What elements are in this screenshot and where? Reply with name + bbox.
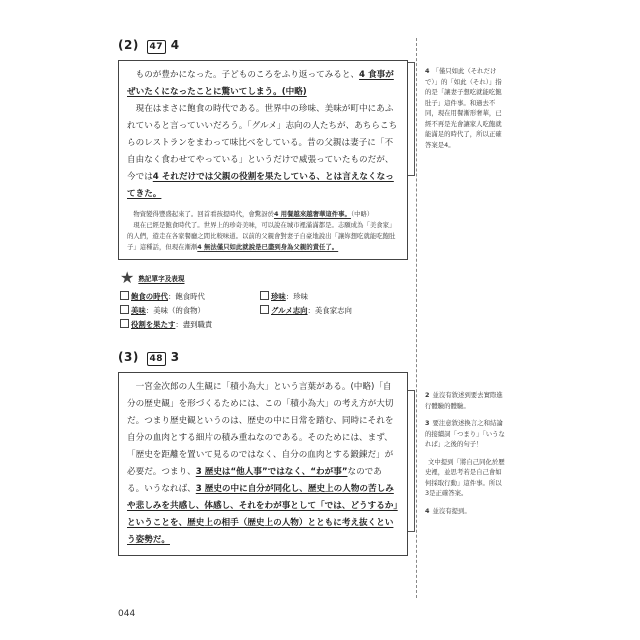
question-label: (2) xyxy=(118,38,139,52)
side-note-number: 4 xyxy=(425,506,430,515)
checkbox-icon xyxy=(120,305,129,314)
side-note-47 xyxy=(425,66,505,150)
question-number-badge: 47 xyxy=(147,40,167,54)
checkbox-icon xyxy=(260,305,269,314)
bracket-line xyxy=(408,62,415,176)
side-note-number: 2 xyxy=(425,391,430,399)
side-note-text: 要注意敘述換言之和結論的接續詞「つまり」「いうなれば」之後的句子！ xyxy=(425,419,505,448)
passage-box-48 xyxy=(118,372,408,556)
vocab-meaning: ：美味（的食物） xyxy=(145,306,205,315)
answer-highlight: 3 歴史の中に自分が同化し、歴史上の人物の苦しみや悲しみを共感し、体感し、それをわが事として「では、どうするか」ということを、歴史上の相手（歴史上の人物）とともに考え抜くという姿勢だ。 xyxy=(127,484,398,545)
question-number-badge: 48 xyxy=(147,352,167,366)
side-note-48 xyxy=(425,390,505,516)
answer-highlight: 4 用餐越來越奢華這件事。 xyxy=(273,210,351,218)
jp-text: 一宮金次郎の人生観に「積小為大」という言葉がある。(中略)「自分の歴史観」を形づくるためには、この「積小為大」の考え方が大切だ。つまり歴史観というのは、歴史の中に日常を踏む、同時にそれを自分の血肉とする細片の積み重ねなのである。そのためには、まず、「歴史を距離を置いて見るのではなく、自分の血肉とする鍛錬だ」が必要だ。つまり、 xyxy=(127,382,394,477)
answer-highlight: 3 歴史は“他人事”ではなく、“わが事” xyxy=(195,467,348,477)
main-content xyxy=(118,38,408,556)
jp-text: 現在はまさに飽食の時代である。世界中の珍味、美味が町中にあふれていると言っていいだろう。「グルメ」志向の人たちが、あちらこちらのレストランをまわって味比べをしている。昔の父親は妻子に「不自由なく食わせてやっている」というだけで威張っていたものだが、今では xyxy=(127,104,398,182)
answer-highlight: 4 食事がぜいたくになったことに驚いてしまう。(中略) xyxy=(127,70,394,97)
vocab-item xyxy=(120,304,260,318)
question-header-48 xyxy=(118,350,408,366)
tw-paragraph-1 xyxy=(127,209,399,220)
vocab-word: 飽食の時代 xyxy=(131,292,168,301)
vocab-word: 珍味 xyxy=(271,292,286,301)
answer-number: 3 xyxy=(170,350,180,364)
vocab-item xyxy=(120,290,260,304)
side-note-item xyxy=(425,390,505,411)
side-note-item xyxy=(425,418,505,450)
jp-text: なのである。いうなれば、 xyxy=(127,467,382,494)
side-note-number: 4 xyxy=(425,67,430,75)
answer-highlight: 4 それだけでは父親の役割を果たしている、とは言えなくなってきた。 xyxy=(127,172,394,199)
side-note-text: 並沒有敘述到要去實際進行體驗的體驗。 xyxy=(425,391,503,410)
jp-text: ものが豊かになった。子どものころをふり返ってみると、 xyxy=(135,70,360,80)
vocab-header xyxy=(120,270,408,286)
vocab-title: 熟記單字及表現 xyxy=(138,275,185,283)
side-note-number: 3 xyxy=(425,419,430,427)
vocab-item xyxy=(260,304,400,318)
vocab-word: グルメ志向 xyxy=(271,306,308,315)
tw-text: 現在已經是飽食時代了。世界上的珍奇美味，可以說在城市裡滿滿都是。志願成為「美食家」的人們，遊走在各家餐廳之間比較味道。以前的父親會對妻子自豪地說出「讓妳想吃就能吃飽肚子」這種話，但現在漸漸 xyxy=(127,221,396,251)
vocab-item xyxy=(120,318,260,332)
tw-text: （中略） xyxy=(350,210,374,218)
question-label: (3) xyxy=(118,350,139,364)
vocab-item xyxy=(260,290,400,304)
side-note-text: 「僅只如此（それだけで）」的「如此（それ）」指的是「讓妻子想吃就能吃飽肚子」這件事。和過去不同，現在用餐漸形奢華，已經不再是光會讓家人吃飽就能滿足的時代了，所以正確答案是4。 xyxy=(425,67,502,149)
tw-paragraph-2 xyxy=(127,220,399,253)
checkbox-icon xyxy=(120,319,129,328)
vocab-word: 美味 xyxy=(131,306,146,315)
passage-box-47 xyxy=(118,60,408,260)
jp-paragraph-2 xyxy=(127,101,399,203)
tw-text: 物資變得豐盛起來了。回首看孩提時代，會驚訝於 xyxy=(133,210,274,218)
question-header-47 xyxy=(118,38,408,54)
vocab-word: 役割を果たす xyxy=(131,320,176,329)
side-note-item xyxy=(425,506,505,517)
vocab-meaning: ：盡到職責 xyxy=(175,320,213,329)
page-number: 044 xyxy=(118,609,136,619)
checkbox-icon xyxy=(260,291,269,300)
vocab-meaning: ：珍味 xyxy=(285,292,308,301)
bracket-line xyxy=(408,390,415,532)
side-note-item xyxy=(425,457,505,499)
side-note-text: 文中提到「將自己同化於歷史裡，並思考若是自己會如何採取行動」這件事。所以3是正確答案。 xyxy=(425,457,505,497)
column-divider xyxy=(416,38,417,598)
answer-highlight: 4 無法僅只如此就說是已盡到身為父親的責任了。 xyxy=(197,243,339,251)
checkbox-icon xyxy=(120,291,129,300)
jp-paragraph-1 xyxy=(127,67,399,101)
star-icon: ★ xyxy=(120,268,135,287)
vocab-meaning: ：飽食時代 xyxy=(167,292,205,301)
vocab-meaning: ：美食家志向 xyxy=(307,306,352,315)
side-note-text: 並沒有提到。 xyxy=(432,506,471,515)
vocab-list xyxy=(120,290,408,332)
jp-paragraph-3 xyxy=(127,379,399,549)
answer-number: 4 xyxy=(170,38,180,52)
